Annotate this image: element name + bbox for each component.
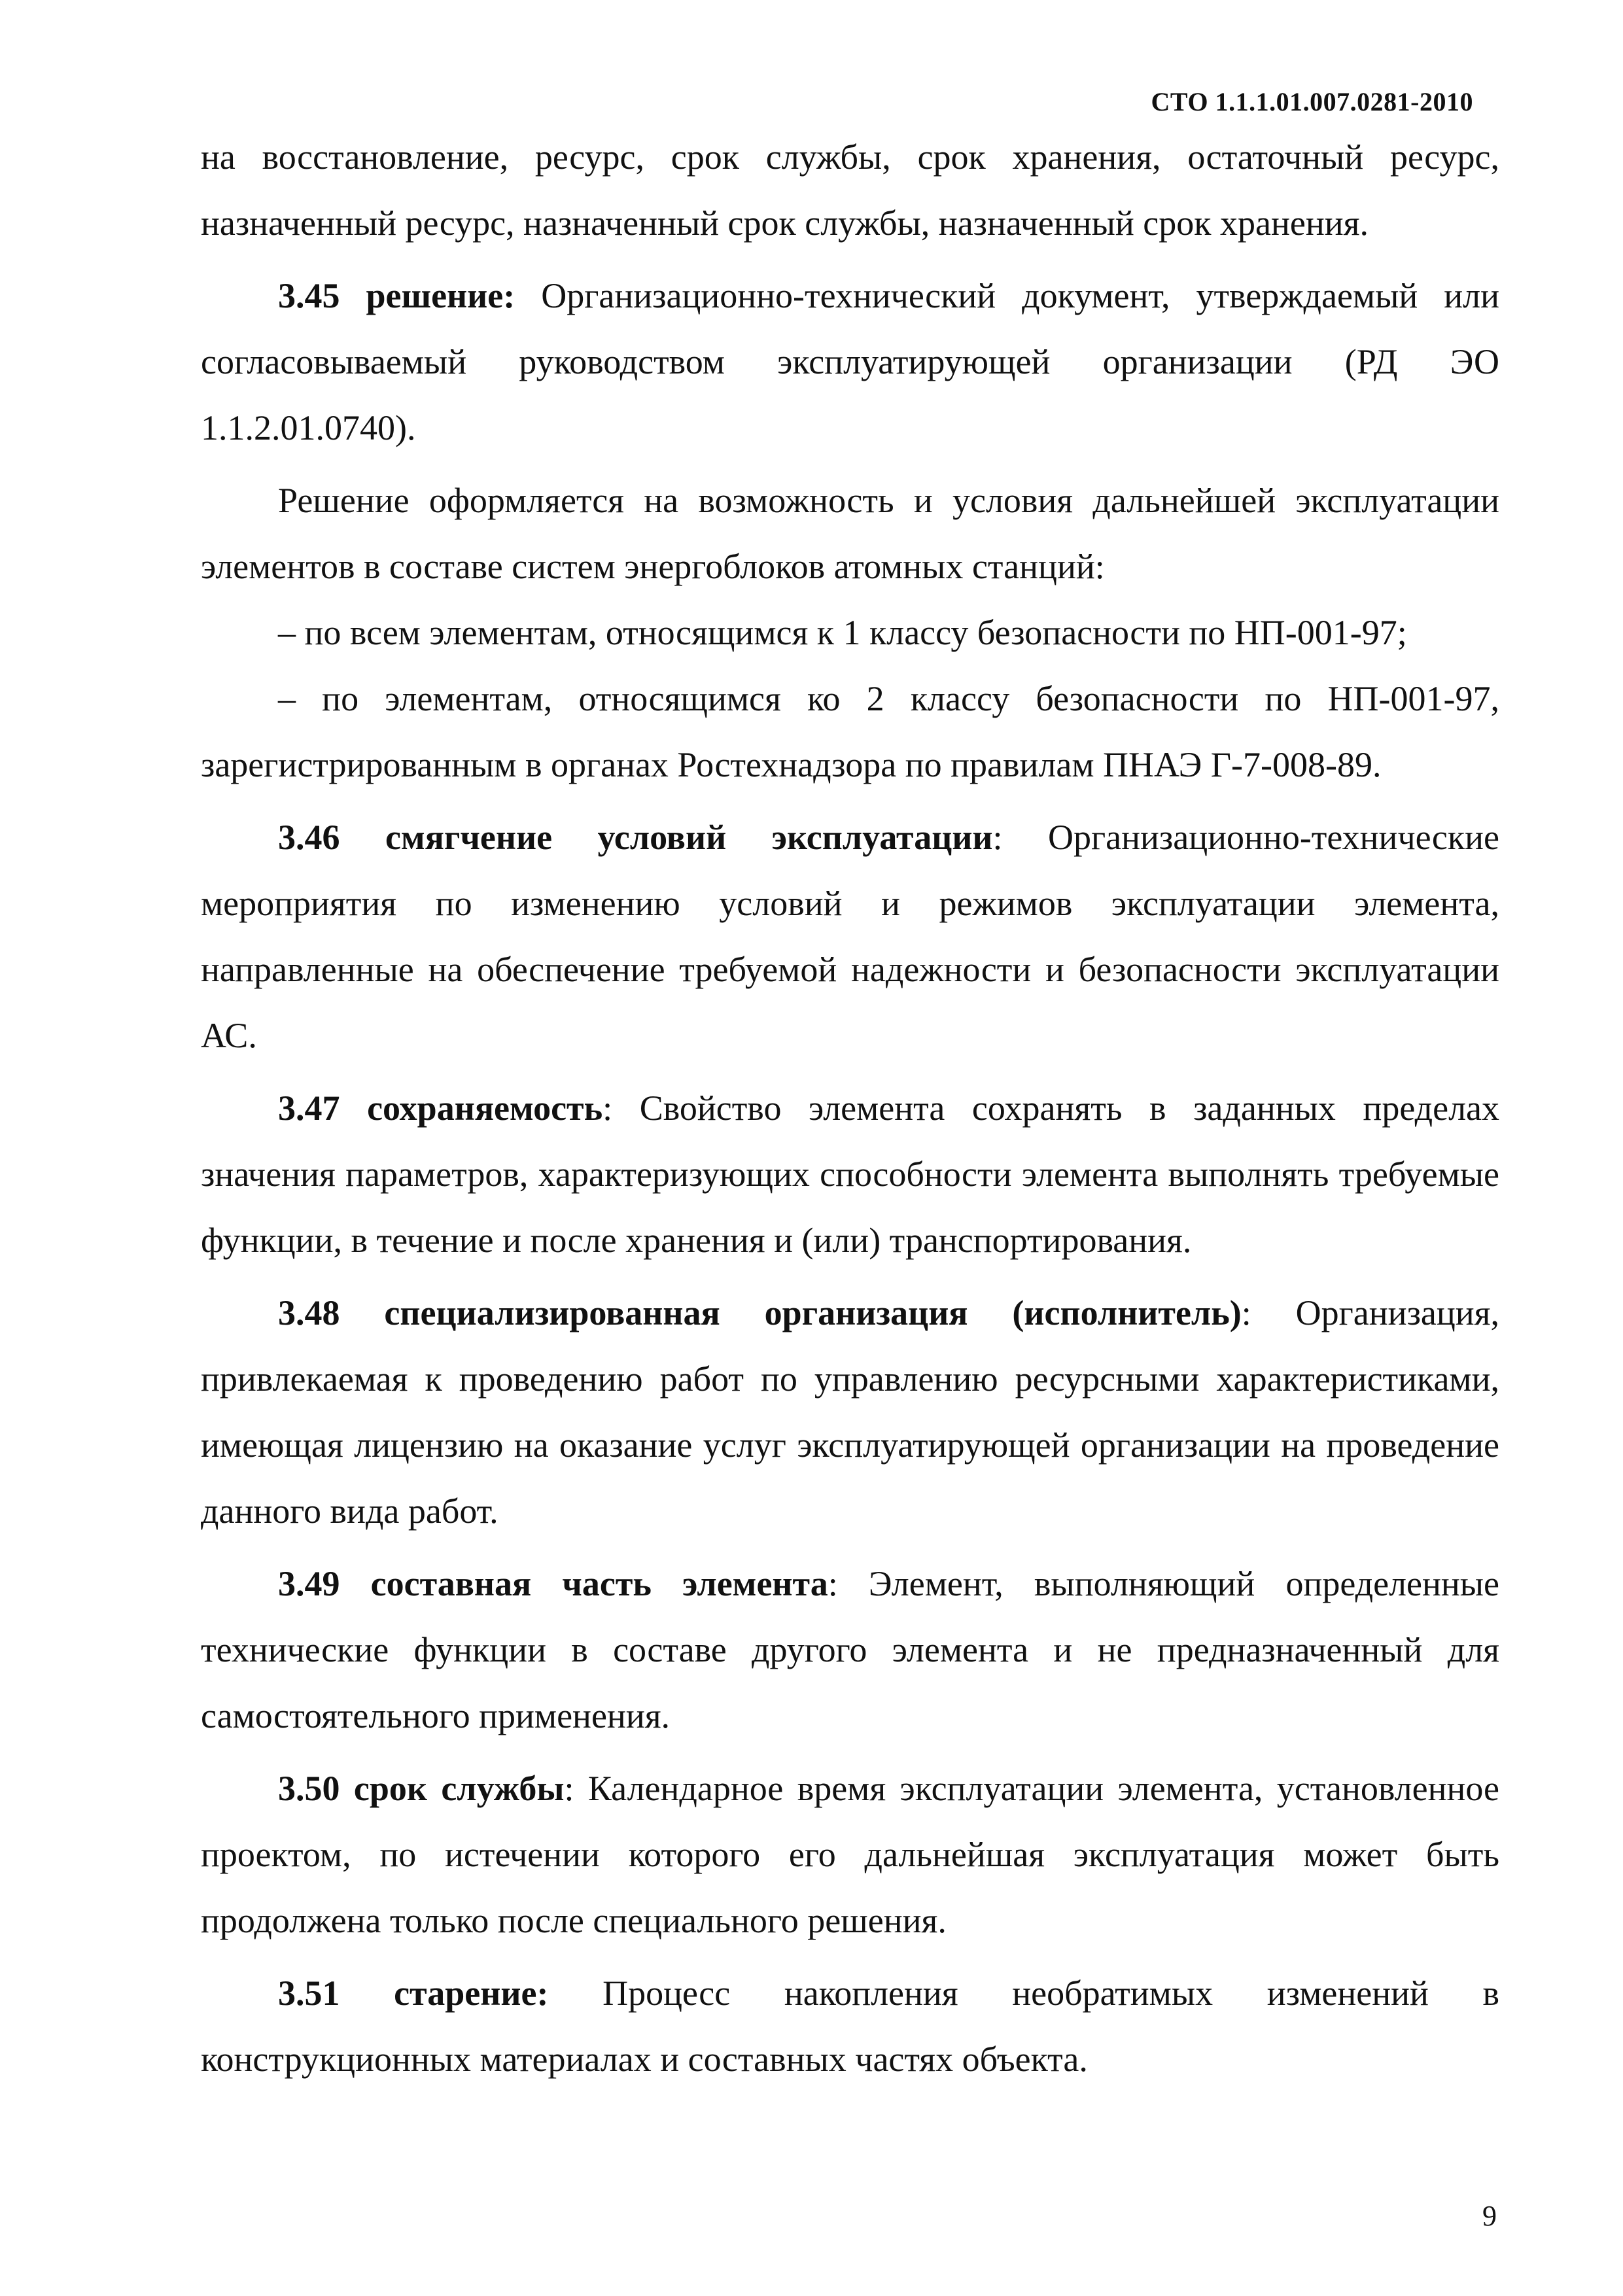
- page-number: 9: [1482, 2200, 1497, 2232]
- continuation-paragraph: на восстановление, ресурс, срок службы, срок хранения, остаточный ресурс, назначенный ресурс, назначенный срок службы, назначенный срок хранения.: [201, 137, 1499, 243]
- entry-number: 3.47: [278, 1088, 340, 1128]
- entry-term: специализированная организация (исполнитель): [384, 1293, 1242, 1332]
- decision-note-intro: Решение оформляется на возможность и условия дальнейшей эксплуатации элементов в составе систем энергоблоков атомных станций:: [201, 481, 1499, 586]
- definition-entry-3-50: [201, 1756, 1499, 1954]
- entry-term: смягчение условий эксплуатации: [385, 818, 993, 857]
- decision-note-item: – по элементам, относящимся ко 2 классу безопасности по НП-001-97, зарегистрированным в органах Ростехнадзора по правилам ПНАЭ Г-7-008-89.: [201, 679, 1499, 784]
- entry-definition: : Элемент, выполняющий определенные технические функции в составе другого элемента и не предназначенный для самостоятельного применения.: [201, 1564, 1499, 1735]
- entry-term: решение:: [366, 276, 515, 315]
- entry-definition: : Календарное время эксплуатации элемента, установленное проектом, по истечении которого его дальнейшая эксплуатация может быть продолжена только после специального решения.: [201, 1769, 1499, 1940]
- entry-definition: : Организация, привлекаемая к проведению работ по управлению ресурсными характеристиками, имеющая лицензию на оказание услуг эксплуатирующей организации на проведение данного вида работ.: [201, 1293, 1500, 1531]
- definition-entry-3-51: [201, 1960, 1499, 2093]
- entry-definition: Организационно-технический документ, утверждаемый или согласовываемый руководством эксплуатирующей организации (РД ЭО 1.1.2.01.0740).: [201, 276, 1500, 447]
- entry-number: 3.49: [278, 1564, 340, 1603]
- definition-entry-3-47: [201, 1075, 1499, 1274]
- document-code: СТО 1.1.1.01.007.0281-2010: [1151, 87, 1473, 116]
- definition-entry-3-49: [201, 1551, 1499, 1749]
- entry-definition: : Свойство элемента сохранять в заданных пределах значения параметров, характеризующих способности элемента выполнять требуемые функции, в течение и после хранения и (или) транспортирования.: [201, 1088, 1499, 1260]
- definition-entry-3-45: [201, 263, 1499, 461]
- definition-entry-3-46: [201, 805, 1499, 1069]
- entry-term: старение:: [394, 1974, 549, 2013]
- entry-term: срок службы: [353, 1769, 565, 1808]
- document-body: [201, 124, 1499, 2093]
- entry-number: 3.50: [278, 1769, 340, 1808]
- definition-entry-3-48: [201, 1280, 1499, 1544]
- entry-number: 3.48: [278, 1293, 340, 1332]
- entry-term: сохраняемость: [367, 1088, 603, 1128]
- entry-definition: : Организационно-технические мероприятия по изменению условий и режимов эксплуатации элемента, направленные на обеспечение требуемой надежности и безопасности эксплуатации АС.: [201, 818, 1499, 1055]
- entry-number: 3.46: [278, 818, 340, 857]
- entry-number: 3.51: [278, 1974, 340, 2013]
- decision-note-item: – по всем элементам, относящимся к 1 классу безопасности по НП-001-97;: [278, 613, 1407, 652]
- entry-number: 3.45: [278, 276, 340, 315]
- entry-term: составная часть элемента: [370, 1564, 828, 1603]
- entry-definition: Процесс накопления необратимых изменений в конструкционных материалах и составных частях объекта.: [201, 1974, 1500, 2079]
